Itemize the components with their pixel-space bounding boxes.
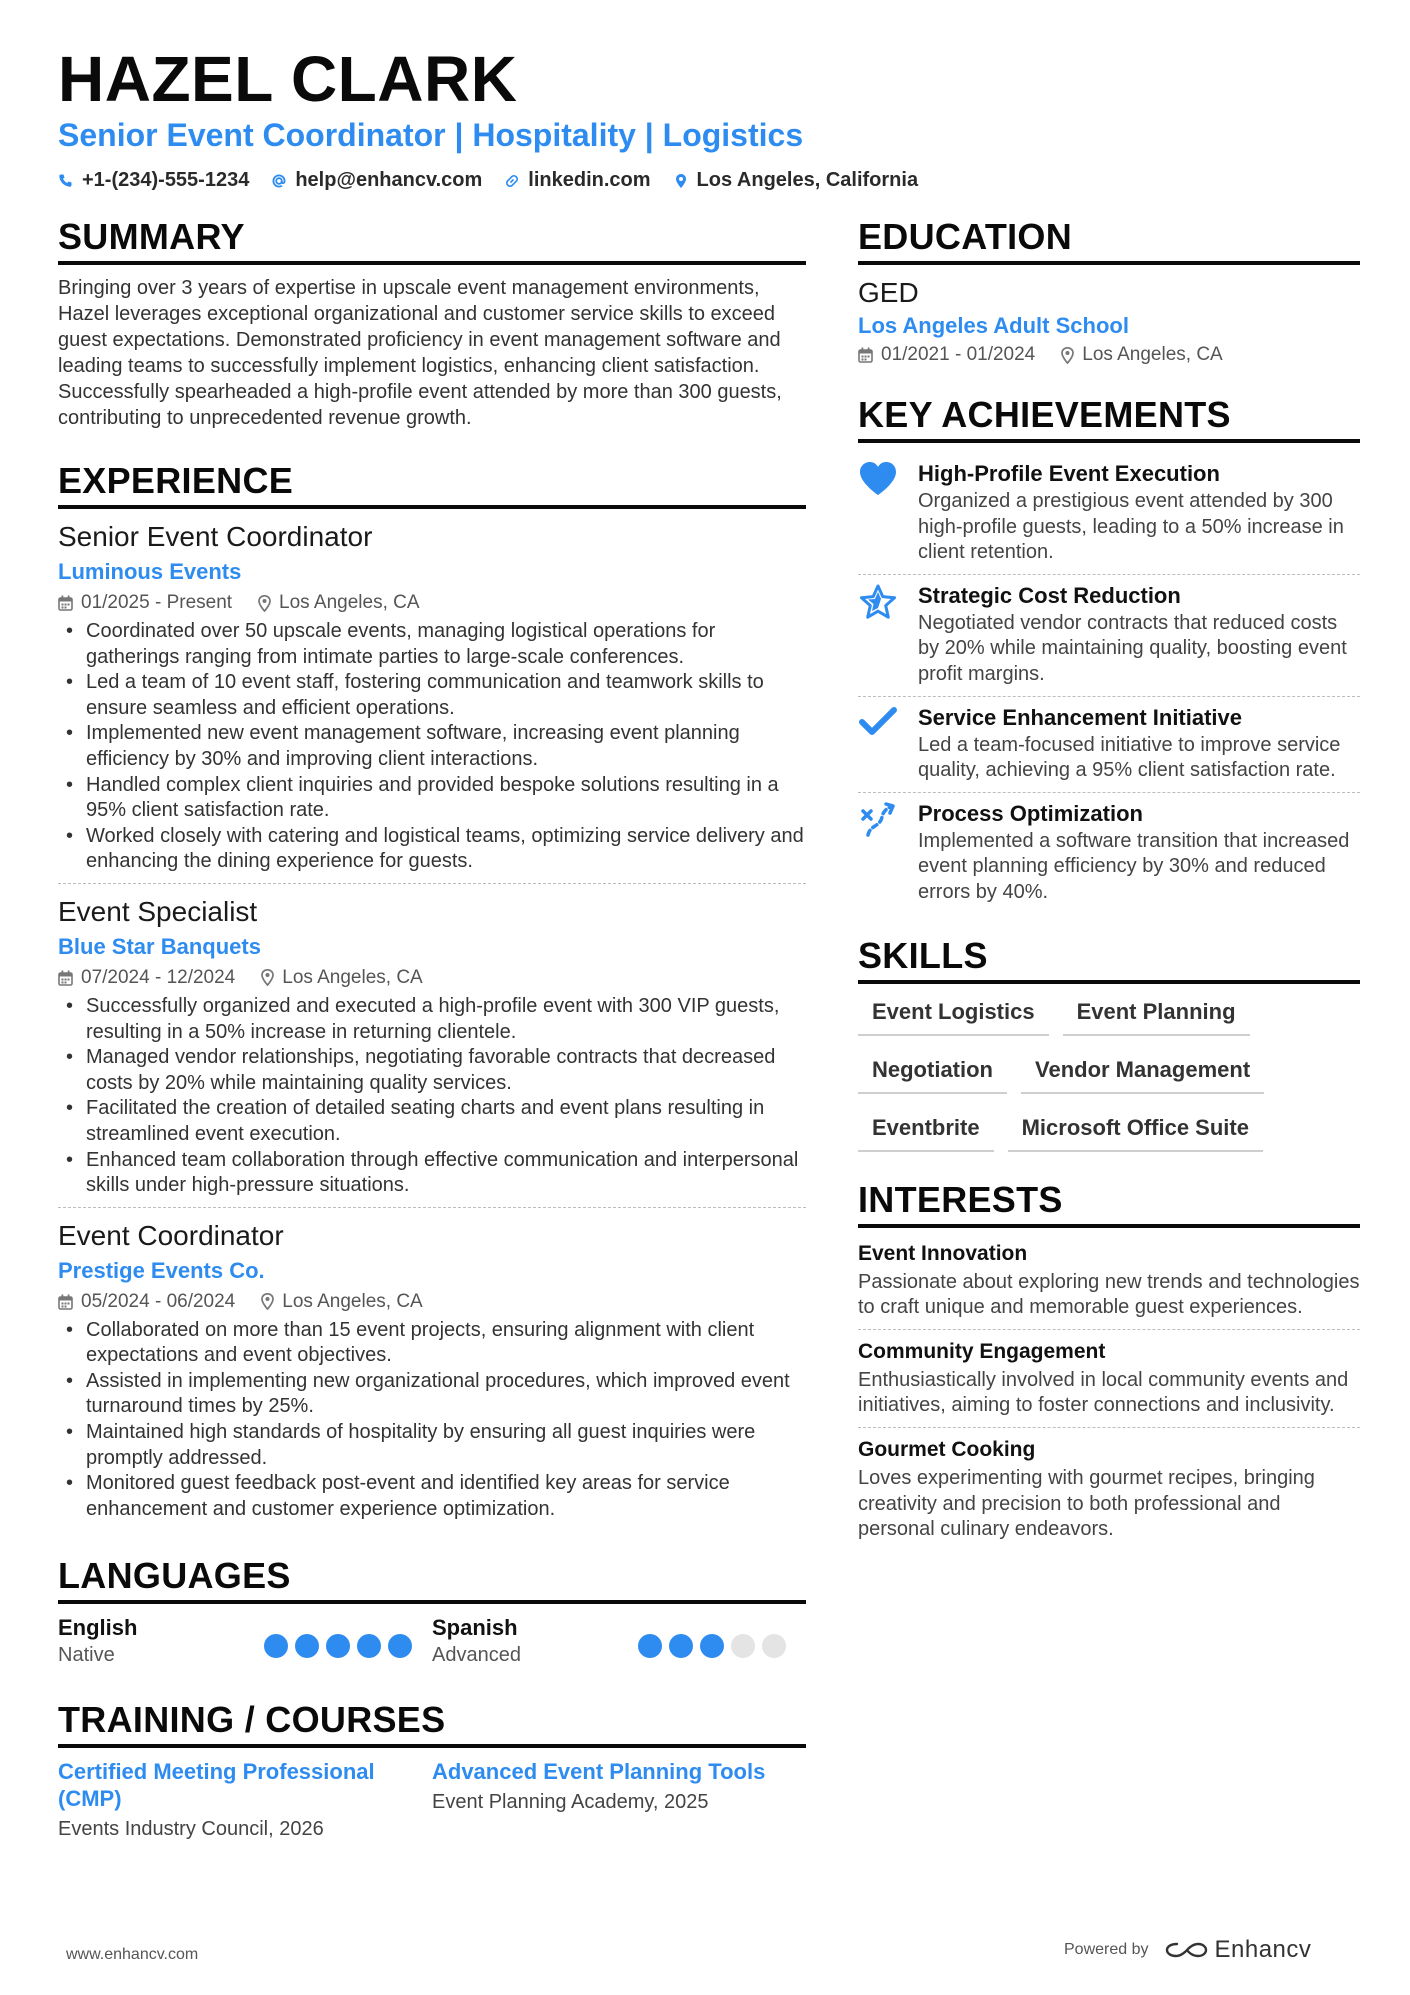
job-bullet: • Handled complex client inquiries and provided bespoke solutions resulting in a 95% client satisfaction rate. bbox=[86, 773, 806, 824]
achievement-icon-wrap bbox=[858, 703, 902, 784]
education-degree: GED bbox=[858, 277, 919, 308]
left-column bbox=[58, 215, 806, 1844]
rating-dot-empty bbox=[762, 1634, 786, 1658]
achievement-title: Process Optimization bbox=[918, 800, 1143, 826]
contact-linkedin-text: linkedin.com bbox=[528, 169, 651, 191]
achievement-body bbox=[918, 703, 1360, 784]
experience-heading: EXPERIENCE bbox=[58, 459, 806, 509]
language-name: English bbox=[58, 1615, 138, 1641]
course-title: Certified Meeting Professional (CMP) bbox=[58, 1759, 375, 1812]
enhancv-logo-icon bbox=[1163, 1938, 1209, 1962]
rating-dot-filled bbox=[669, 1634, 693, 1658]
location-icon bbox=[258, 595, 271, 612]
job-entry bbox=[58, 894, 806, 1208]
job-location-text: Los Angeles, CA bbox=[282, 1290, 423, 1312]
job-bullet: • Implemented new event management software, increasing event planning efficiency by 30% and improving client interactions. bbox=[86, 721, 806, 772]
education-heading: EDUCATION bbox=[858, 215, 1360, 265]
job-location bbox=[261, 964, 422, 992]
course-title: Advanced Event Planning Tools bbox=[432, 1759, 766, 1785]
achievement-item bbox=[858, 575, 1360, 697]
job-location-text: Los Angeles, CA bbox=[282, 966, 423, 988]
summary-heading: SUMMARY bbox=[58, 215, 806, 265]
contact-location bbox=[673, 169, 919, 192]
calendar-icon bbox=[858, 347, 873, 363]
calendar-icon bbox=[58, 970, 73, 986]
job-bullet: • Facilitated the creation of detailed seating charts and event plans resulting in streamlined event execution. bbox=[86, 1096, 806, 1147]
language-item bbox=[58, 1614, 432, 1668]
rating-dot-filled bbox=[295, 1634, 319, 1658]
achievement-item bbox=[858, 453, 1360, 575]
rating-dot-filled bbox=[638, 1634, 662, 1658]
calendar-icon bbox=[58, 595, 73, 611]
rating-dot-filled bbox=[357, 1634, 381, 1658]
job-bullet: • Worked closely with catering and logistical teams, optimizing service delivery and enhancing the dining experience for guests. bbox=[86, 824, 806, 875]
rating-dot-filled bbox=[388, 1634, 412, 1658]
contact-phone-text: +1-(234)-555-1234 bbox=[82, 169, 250, 191]
star-icon bbox=[858, 583, 898, 621]
education-location-text: Los Angeles, CA bbox=[1082, 344, 1223, 365]
language-rating bbox=[638, 1634, 786, 1658]
skill-tag: Event Logistics bbox=[858, 994, 1049, 1036]
job-title: Senior Event Coordinator bbox=[58, 521, 373, 552]
contact-bar bbox=[58, 169, 918, 192]
interest-item bbox=[858, 1336, 1360, 1428]
interests-heading: INTERESTS bbox=[858, 1178, 1360, 1228]
job-bullet: • Successfully organized and executed a high-profile event with 300 VIP guests, resulting in a 50% increase in returning clientele. bbox=[86, 994, 806, 1045]
languages-heading: LANGUAGES bbox=[58, 1554, 806, 1604]
achievement-body bbox=[918, 459, 1360, 566]
training-heading: TRAINING / COURSES bbox=[58, 1698, 806, 1748]
achievements-heading: KEY ACHIEVEMENTS bbox=[858, 393, 1360, 443]
interest-desc: Passionate about exploring new trends and technologies to craft unique and memorable guest experiences. bbox=[858, 1270, 1360, 1319]
achievement-item bbox=[858, 697, 1360, 793]
course-org: Event Planning Academy, 2025 bbox=[432, 1791, 709, 1814]
language-rating bbox=[264, 1634, 412, 1658]
rating-dot-empty bbox=[731, 1634, 755, 1658]
interest-title: Event Innovation bbox=[858, 1241, 1028, 1265]
languages-list bbox=[58, 1614, 806, 1668]
language-item bbox=[432, 1614, 806, 1668]
achievement-desc: Implemented a software transition that increased event planning efficiency by 30% and reduced errors by 40%. bbox=[918, 829, 1350, 903]
job-title: Event Coordinator bbox=[58, 1219, 284, 1251]
skill-tag: Eventbrite bbox=[858, 1110, 994, 1152]
checkmark-icon bbox=[858, 705, 898, 739]
contact-linkedin[interactable] bbox=[504, 169, 650, 192]
job-bullet: • Maintained high standards of hospitality by ensuring all guest inquiries were promptly addressed. bbox=[86, 1420, 806, 1471]
achievement-icon-wrap bbox=[858, 459, 902, 566]
contact-phone[interactable] bbox=[58, 169, 249, 192]
achievement-title: Service Enhancement Initiative bbox=[918, 704, 1243, 730]
job-bullet: • Collaborated on more than 15 event projects, ensuring alignment with client expectations and event objectives. bbox=[86, 1318, 806, 1369]
location-icon bbox=[673, 173, 689, 189]
education-school: Los Angeles Adult School bbox=[858, 313, 1129, 338]
job-dates-text: 07/2024 - 12/2024 bbox=[81, 966, 236, 988]
job-title: Event Specialist bbox=[58, 895, 258, 927]
job-meta bbox=[58, 1288, 806, 1316]
rating-dot-filled bbox=[264, 1634, 288, 1658]
job-bullet: • Led a team of 10 event staff, fostering communication and teamwork skills to ensure seamless and efficient operations. bbox=[86, 670, 806, 721]
skills-list bbox=[858, 994, 1360, 1152]
job-meta bbox=[58, 964, 806, 992]
contact-location-text: Los Angeles, California bbox=[696, 169, 919, 191]
job-bullet: • Coordinated over 50 upscale events, managing logistical operations for gatherings ranging from intimate parties to large-scale conferences. bbox=[86, 619, 806, 670]
education-dates-text: 01/2021 - 01/2024 bbox=[881, 344, 1036, 365]
interest-title: Gourmet Cooking bbox=[858, 1437, 1036, 1461]
skill-tag: Microsoft Office Suite bbox=[1008, 1110, 1263, 1152]
job-location bbox=[261, 1288, 422, 1316]
job-meta bbox=[58, 589, 806, 617]
interest-title: Community Engagement bbox=[858, 1339, 1106, 1363]
path-optimization-icon bbox=[858, 801, 898, 839]
rating-dot-filled bbox=[700, 1634, 724, 1658]
location-icon bbox=[261, 969, 274, 986]
candidate-name: HAZEL CLARK bbox=[58, 43, 518, 115]
company-name: Prestige Events Co. bbox=[58, 1257, 265, 1283]
achievement-desc: Organized a prestigious event attended by 300 high-profile guests, leading to a 50% increase in client retention. bbox=[918, 490, 1344, 564]
achievement-title: High-Profile Event Execution bbox=[918, 461, 1220, 486]
job-bullet: • Enhanced team collaboration through effective communication and interpersonal skills under high-pressure situations. bbox=[86, 1148, 806, 1199]
brand-name: Enhancv bbox=[1214, 1936, 1312, 1963]
job-dates-text: 05/2024 - 06/2024 bbox=[81, 1290, 236, 1312]
interest-item bbox=[858, 1434, 1360, 1551]
link-icon bbox=[504, 173, 520, 189]
job-entry bbox=[58, 1218, 806, 1531]
job-bullets bbox=[58, 1318, 806, 1523]
headline: Senior Event Coordinator | Hospitality | Logistics bbox=[58, 117, 804, 153]
achievement-body bbox=[918, 799, 1360, 906]
job-bullet: • Assisted in implementing new organizational procedures, which improved event turnaround times by 25%. bbox=[86, 1369, 806, 1420]
language-level: Advanced bbox=[432, 1644, 521, 1667]
job-bullets bbox=[58, 994, 806, 1199]
achievement-icon-wrap bbox=[858, 581, 902, 688]
job-location-text: Los Angeles, CA bbox=[279, 592, 420, 613]
achievement-item bbox=[858, 793, 1360, 914]
rating-dot-filled bbox=[326, 1634, 350, 1658]
course-item bbox=[58, 1758, 432, 1844]
interest-desc: Loves experimenting with gourmet recipes, bringing creativity and precision to both professional and personal culinary endeavors. bbox=[858, 1466, 1315, 1541]
skill-tag: Negotiation bbox=[858, 1052, 1007, 1094]
job-dates-text: 01/2025 - Present bbox=[81, 592, 233, 613]
skill-tag: Vendor Management bbox=[1021, 1052, 1264, 1094]
job-dates bbox=[58, 1288, 235, 1316]
job-bullet: • Managed vendor relationships, negotiating favorable contracts that decreased costs by 20% while maintaining quality services. bbox=[86, 1045, 806, 1096]
education-dates bbox=[858, 341, 1035, 369]
job-bullets bbox=[58, 619, 806, 875]
achievement-title: Strategic Cost Reduction bbox=[918, 582, 1181, 608]
phone-icon bbox=[58, 173, 74, 189]
job-location bbox=[258, 589, 419, 617]
skills-heading: SKILLS bbox=[858, 934, 1360, 984]
footer-website[interactable]: www.enhancv.com bbox=[66, 1946, 199, 1963]
contact-email-text: help@enhancv.com bbox=[295, 169, 483, 191]
course-item bbox=[432, 1758, 806, 1844]
job-entry bbox=[58, 519, 806, 884]
powered-by-label: Powered by bbox=[1064, 1941, 1149, 1958]
courses-list bbox=[58, 1758, 806, 1844]
course-org: Events Industry Council, 2026 bbox=[58, 1818, 324, 1841]
education-meta bbox=[858, 341, 1360, 369]
heart-icon bbox=[858, 461, 898, 497]
language-level: Native bbox=[58, 1644, 115, 1667]
right-column bbox=[858, 215, 1360, 1557]
education-location bbox=[1061, 341, 1222, 369]
achievement-desc: Led a team-focused initiative to improve service quality, achieving a 95% client satisfaction rate. bbox=[918, 733, 1341, 782]
company-name: Blue Star Banquets bbox=[58, 933, 261, 959]
achievement-icon-wrap bbox=[858, 799, 902, 906]
interest-item bbox=[858, 1238, 1360, 1330]
skill-tag: Event Planning bbox=[1063, 994, 1250, 1036]
location-icon bbox=[1061, 347, 1074, 364]
at-icon bbox=[271, 173, 287, 189]
job-dates bbox=[58, 589, 232, 617]
job-dates bbox=[58, 964, 235, 992]
achievement-desc: Negotiated vendor contracts that reduced costs by 20% while maintaining quality, boosting event profit margins. bbox=[918, 611, 1347, 685]
interest-desc: Enthusiastically involved in local community events and initiatives, aiming to foster connections and inclusivity. bbox=[858, 1368, 1349, 1417]
footer-branding bbox=[1064, 1936, 1311, 1964]
contact-email[interactable] bbox=[271, 169, 482, 192]
achievement-body bbox=[918, 581, 1360, 688]
brand-logo[interactable] bbox=[1163, 1936, 1312, 1964]
location-icon bbox=[261, 1293, 274, 1310]
company-name: Luminous Events bbox=[58, 559, 242, 584]
summary-text: Bringing over 3 years of expertise in upscale event management environments, Hazel leverages exceptional organizational and customer service skills to exceed guest expectations. Demonstrated proficiency in event management software and leading teams to successfully implement logistics, enhancing client satisfaction. Successfully spearheaded a high-profile event attended by more than 300 guests, contributing to unprecedented revenue growth. bbox=[58, 277, 782, 429]
language-name: Spanish bbox=[432, 1615, 518, 1641]
job-bullet: • Monitored guest feedback post-event and identified key areas for service enhancement and customer experience optimization. bbox=[86, 1471, 806, 1522]
calendar-icon bbox=[58, 1294, 73, 1310]
